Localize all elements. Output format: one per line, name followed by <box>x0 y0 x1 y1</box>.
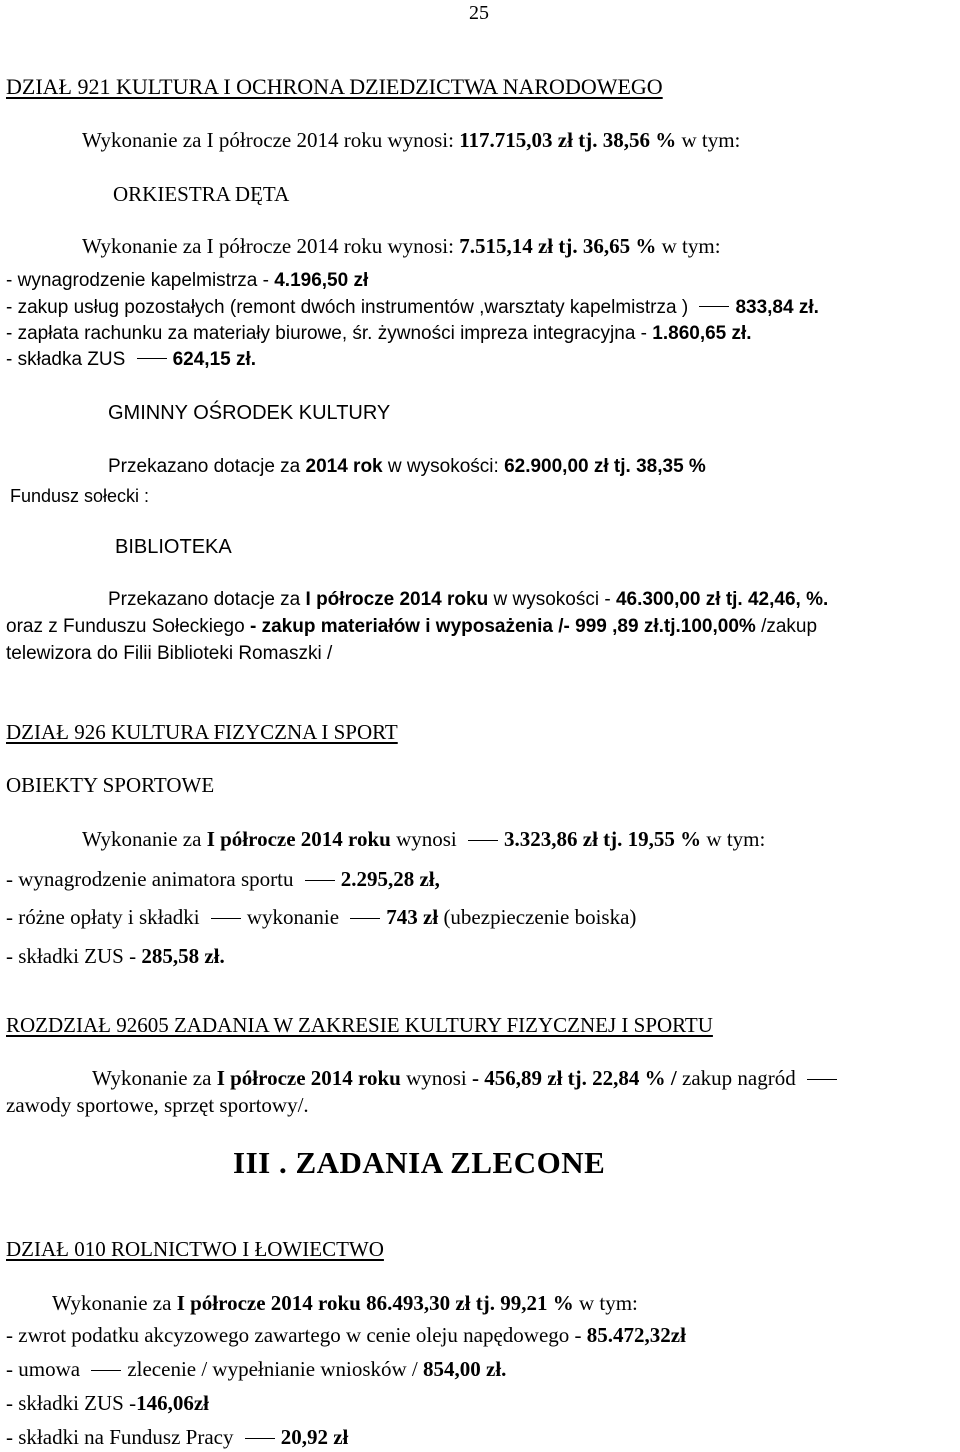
list-item: - wynagrodzenie kapelmistrza - 4.196,50 zł <box>6 270 369 291</box>
list-item: - zwrot podatku akcyzowego zawartego w cenie oleju napędowego - 85.472,32zł <box>6 1323 686 1347</box>
list-item: - składki ZUS - 285,58 zł. <box>6 944 225 968</box>
dash-mark <box>211 918 241 919</box>
list-item: - umowa zlecenie / wypełnianie wniosków / 854,00 zł. <box>6 1357 507 1381</box>
section-heading-010: DZIAŁ 010 ROLNICTWO I ŁOWIECTWO <box>6 1237 384 1261</box>
list-item: - zapłata rachunku za materiały biurowe, śr. żywności impreza integracyjna - 1.860,65 zł. <box>6 323 752 344</box>
dash-mark <box>350 918 380 919</box>
fundusz-line-biblioteka: oraz z Funduszu Sołeckiego - zakup materiałów i wyposażenia /- 999 ,89 zł.tj.100,00% /zakup <box>6 616 818 637</box>
list-item: - wynagrodzenie animatora sportu 2.295,28 zł, <box>6 867 440 891</box>
dash-mark <box>305 880 335 881</box>
section-title-zadania-zlecone: III . ZADANIA ZLECONE <box>233 1145 606 1180</box>
list-item: - różne opłaty i składki wykonanie 743 zł (ubezpieczenie boiska) <box>6 905 637 929</box>
execution-line-921: Wykonanie za I półrocze 2014 roku wynosi: 117.715,03 zł tj. 38,56 % w tym: <box>82 128 741 152</box>
subsection-title-gok: GMINNY OŚRODEK KULTURY <box>108 402 391 424</box>
dash-mark <box>137 358 167 359</box>
subsection-title-biblioteka: BIBLIOTEKA <box>115 536 232 558</box>
subsection-title-orkiestra: ORKIESTRA DĘTA <box>113 182 290 206</box>
execution-line-orkiestra: Wykonanie za I półrocze 2014 roku wynosi: 7.515,14 zł tj. 36,65 % w tym: <box>82 234 721 258</box>
execution-line-926: Wykonanie za I półrocze 2014 roku wynosi 3.323,86 zł tj. 19,55 % w tym: <box>82 827 766 851</box>
dash-mark <box>91 1370 121 1371</box>
page-number: 25 <box>469 2 489 24</box>
grant-line-biblioteka: Przekazano dotacje za I półrocze 2014 roku w wysokości - 46.300,00 zł tj. 42,46, %. <box>108 589 829 610</box>
dash-mark <box>468 840 498 841</box>
list-item: - składki ZUS -146,06zł <box>6 1391 209 1415</box>
execution-continuation-92605: zawody sportowe, sprzęt sportowy/. <box>6 1093 309 1117</box>
list-item: - składka ZUS 624,15 zł. <box>6 349 257 370</box>
list-item: - zakup usług pozostałych (remont dwóch instrumentów ,warsztaty kapelmistrza ) 833,84 zł. <box>6 297 819 318</box>
execution-line-92605: Wykonanie za I półrocze 2014 roku wynosi - 456,89 zł tj. 22,84 % / zakup nagród <box>92 1066 843 1090</box>
grant-line-gok: Przekazano dotacje za 2014 rok w wysokości: 62.900,00 zł tj. 38,35 % <box>108 456 706 477</box>
list-item: - składki na Fundusz Pracy 20,92 zł <box>6 1425 349 1449</box>
section-heading-921: DZIAŁ 921 KULTURA I OCHRONA DZIEDZICTWA NARODOWEGO <box>6 74 663 99</box>
dash-mark <box>245 1438 275 1439</box>
fundusz-solecki-label: Fundusz sołecki : <box>10 486 150 506</box>
execution-line-010: Wykonanie za I półrocze 2014 roku 86.493,30 zł tj. 99,21 % w tym: <box>52 1291 638 1315</box>
subsection-title-obiekty: OBIEKTY SPORTOWE <box>6 773 215 797</box>
section-heading-92605: ROZDZIAŁ 92605 ZADANIA W ZAKRESIE KULTURY FIZYCZNEJ I SPORTU <box>6 1013 713 1037</box>
dash-mark <box>699 306 729 307</box>
biblioteka-continuation: telewizora do Filii Biblioteki Romaszki / <box>6 643 333 664</box>
dash-mark <box>807 1079 837 1080</box>
section-heading-926: DZIAŁ 926 KULTURA FIZYCZNA I SPORT <box>6 720 398 744</box>
